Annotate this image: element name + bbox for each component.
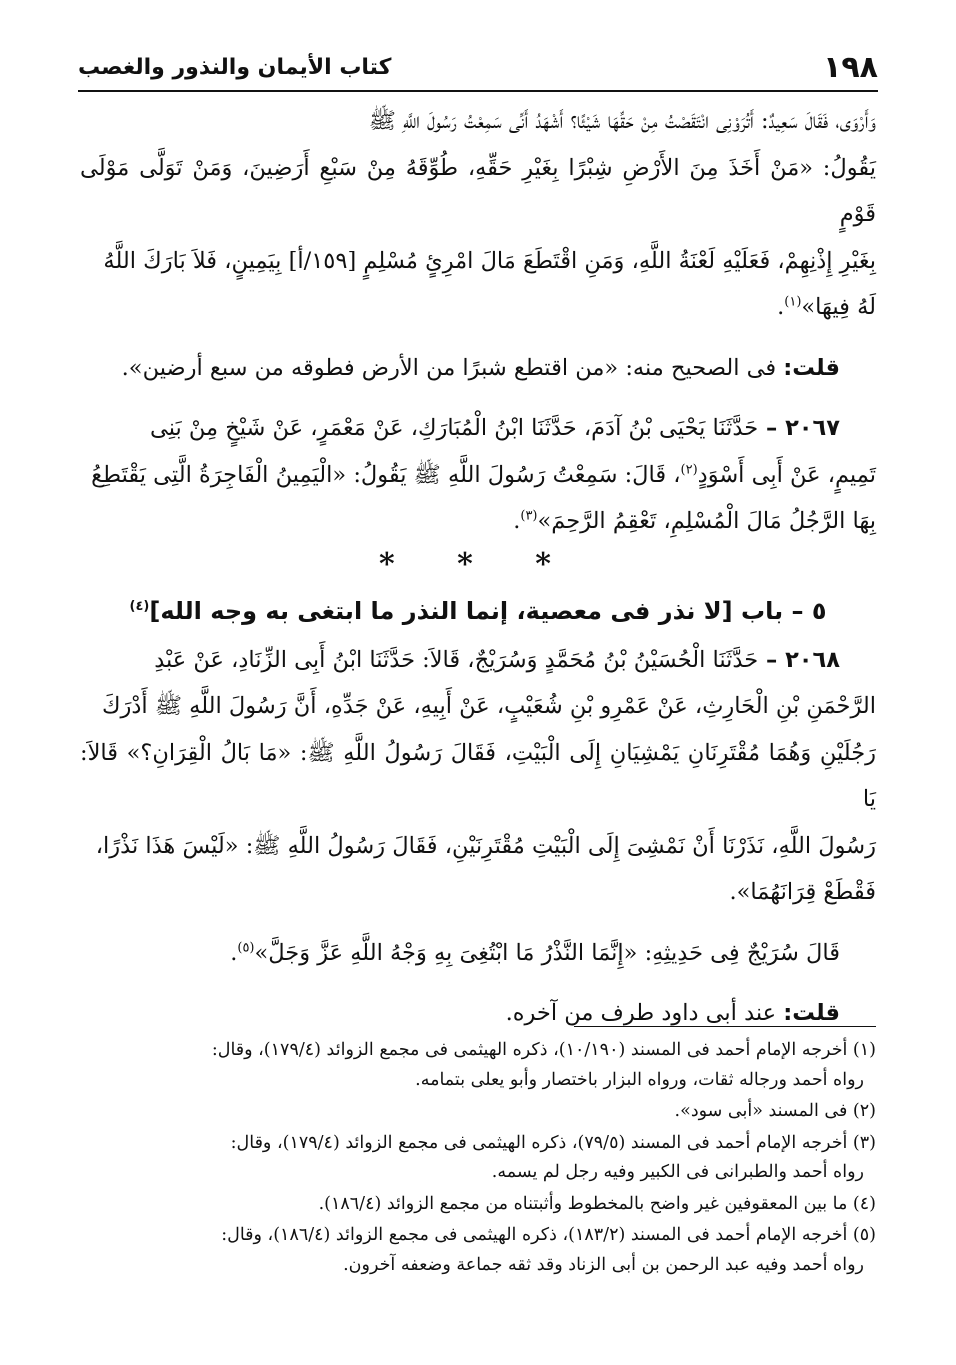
- footnote-ref: (٤): [129, 598, 150, 614]
- comment-text: عند أبى داود طرف من آخره.: [505, 1000, 784, 1026]
- footnote-2: (٢) فى المسند «أبى سود».: [674, 1101, 876, 1121]
- text-span: قَالَ سُرَيْجٌ فِى حَدِيثِهِ: «إِنَّمَا النَّذْرُ مَا ابْتُغِىَ بِهِ وَجْهُ اللَّهِ عَزَّ وَجَلَّ»: [254, 939, 840, 966]
- comment-text: فى الصحيح منه: «من اقتطع شبرًا من الأرض فطوقه من سبع أرضين».: [121, 354, 784, 381]
- text-line: [80, 930, 876, 977]
- hadith-2068-line: [80, 637, 876, 684]
- qult-label: قلت:: [783, 1000, 840, 1026]
- hadith-number: ٢٠٦٨ –: [758, 646, 840, 673]
- text-line: الرَّحْمَنِ بْنِ الْحَارِثِ، عَنْ عَمْرِو بْنِ شُعَيْبٍ، عَنْ أَبِيهِ، عَنْ جَدِّهِ، أَنَّ رَسُولَ اللَّهِ ﷺ أَدْرَكَ: [102, 693, 876, 719]
- text-line: [80, 452, 876, 499]
- footnote-ref: (١): [784, 294, 802, 310]
- footnote-3: (٣) أخرجه الإمام أحمد فى المسند (٧٩/٥)، ذكره الهيثمى فى مجمع الزوائد (١٧٩/٤)، وقال:: [230, 1132, 876, 1153]
- page-number: ١٩٨: [823, 50, 878, 85]
- comment-paragraph: [80, 345, 876, 392]
- text-line: وَأَرْوَى، فَقَالَ سَعِيدٌ: أَتُرَوْنِى انْتَقَصْتُ مِنْ حَقِّهَا شَيْئًا؟ أَشْهَدُ أَنِّى سَمِعْتُ رَسُولَ اللَّهِ ﷺ: [368, 108, 876, 134]
- footnote-ref: (٥): [237, 940, 255, 955]
- chapter-title: ٥ – باب [لا نذر فى معصية، إنما النذر ما ابتغى به وجه الله]: [149, 596, 827, 625]
- footnote-4: (٤) ما بين المعقوفين غير واضح بالمخطوط وأثبتناه من مجمع الزوائد (١٨٦/٤).: [318, 1193, 876, 1214]
- main-text: [80, 98, 876, 1037]
- hadith-number: ٢٠٦٧ –: [758, 415, 840, 441]
- running-title: كتاب الأيمان والنذور والغصب: [78, 55, 392, 80]
- text-span: .: [230, 939, 238, 966]
- footnote-1-cont: رواه أحمد ورجاله ثقات، ورواه البزار باختصار وأبو يعلى بتمامه.: [415, 1069, 864, 1090]
- footnote-ref: (٣): [520, 508, 538, 524]
- footnote-divider: [574, 1026, 876, 1027]
- text-span: بِهَا الرَّجُلُ مَالَ الْمُسْلِمِ، تَعْقِمُ الرَّحِمَ»: [537, 508, 876, 534]
- footnote-1: (١) أخرجه الإمام أحمد فى المسند (١٠/١٩٠)، ذكره الهيثمى فى مجمع الزوائد (١٧٩/٤)، وقال:: [211, 1040, 876, 1060]
- text-line: فَقْطَعْ قِرَانَهُمَا».: [729, 879, 876, 905]
- comment-paragraph: [80, 990, 876, 1037]
- qult-label: قلت:: [783, 354, 840, 381]
- hadith-2067-line: [80, 405, 876, 452]
- text-line: رَجُلَيْنِ وَهُمَا مُقْتَرِنَانِ يَمْشِيَانِ إِلَى الْبَيْتِ، فَقَالَ رَسُولُ اللَّهِ ﷺ: «مَا بَالُ الْقِرَانِ؟» قَالاَ: يَا: [80, 739, 876, 812]
- chapter-heading: [80, 585, 876, 637]
- text-span: حَدَّثَنَا يَحْيَى بْنُ آدَمَ، حَدَّثَنَا ابْنُ الْمُبَارَكِ، عَنْ مَعْمَرٍ، عَنْ شَيْخٍ مِنْ بَنِى: [149, 415, 759, 441]
- page-header: [78, 48, 878, 88]
- text-span: لَهُ فِيهَا»: [801, 294, 876, 320]
- section-separator: * * *: [379, 546, 577, 582]
- text-line: رَسُولَ اللَّهِ، نَذَرْنَا أَنْ نَمْشِىَ إِلَى الْبَيْتِ مُقْتَرِنَيْنِ، فَقَالَ رَسُولُ اللَّهِ ﷺ: «لَيْسَ هَذَا نَذْرًا،: [95, 832, 876, 859]
- text-span: ، قَالَ: سَمِعْتُ رَسُولَ اللَّهِ ﷺ يَقُولُ: «الْيَمِينُ الْفَاجِرَةُ الَّتِى يَقْتَطِعُ: [91, 461, 681, 488]
- footnote-ref: (٢): [680, 462, 698, 477]
- text-line: [80, 498, 876, 545]
- text-line: يَقُولُ: «مَنْ أَخَذَ مِنَ الأَرْضِ شِبْرًا بِغَيْرِ حَقِّهِ، طُوِّقَهُ مِنْ سَبْعِ أَرَضِينَ، وَمَنْ تَوَلَّى مَوْلَى قَوْمٍ: [80, 154, 876, 227]
- text-span: تَمِيمٍ، عَنْ أَبِى أَسْوَدٍ: [697, 461, 876, 488]
- footnotes: [80, 1036, 876, 1280]
- text-line: لَهُ فِيهَا»$^{(١)}$.: [777, 294, 876, 320]
- footnote-5: (٥) أخرجه الإمام أحمد فى المسند (١٨٣/٢)، ذكره الهيثمى فى مجمع الزوائد (١٨٦/٤)، وقال:: [221, 1225, 876, 1245]
- text-span: .: [513, 508, 521, 534]
- footnote-3-cont: رواه أحمد والطبرانى فى الكبير وفيه رجل لم يسمه.: [491, 1162, 864, 1182]
- text-line: بِغَيْرِ إِذْنِهِمْ، فَعَلَيْهِ لَعْنَةُ اللَّهِ، وَمَنِ اقْتَطَعَ مَالَ امْرِئٍ مُسْلِمٍ [١٥٩/أ] بِيَمِينٍ، فَلاَ بَارَكَ اللَّهُ: [103, 247, 876, 274]
- text-span: حَدَّثَنَا الْحُسَيْنُ بْنُ مُحَمَّدٍ وَسُرَيْجٌ، قَالاَ: حَدَّثَنَا ابْنُ أَبِى الزِّنَادِ، عَنْ عَبْدِ: [154, 646, 759, 673]
- footnote-5-cont: رواه أحمد وفيه عبد الرحمن بن أبى الزناد وقد ثقه جماعة وضعفه آخرون.: [343, 1254, 864, 1275]
- header-divider: [78, 90, 878, 92]
